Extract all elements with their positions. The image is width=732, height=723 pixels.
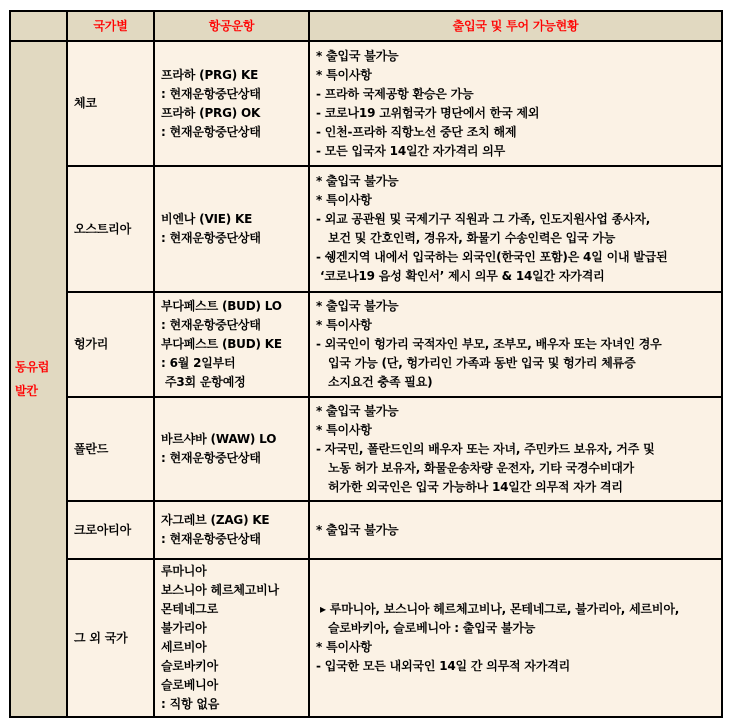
flight-line: 슬로바키아: [161, 659, 218, 673]
status-line: - 쉥겐지역 내에서 입국하는 외국인(한국인 포함)은 4일 이내 발급된: [316, 250, 668, 264]
status-line: * 출입국 불가능: [316, 522, 399, 537]
status-line: 노동 허가 보유자, 화물운송차량 운전자, 기타 국경수비대가: [328, 460, 634, 475]
country-cell: 크로아티아: [67, 501, 154, 559]
status-line: - 모든 입국자 14일간 자가격리 의무: [316, 143, 506, 158]
status-line: * 출입국 불가능: [316, 403, 399, 418]
flight-line: 루마니아: [161, 564, 207, 578]
region-cell: [10, 41, 67, 717]
flights-cell: [154, 559, 309, 717]
status-line: 슬로바키아, 슬로베니아 : 출입국 불가능: [328, 621, 536, 635]
flight-line: 보스니아 헤르체고비나: [161, 583, 279, 597]
status-line: * 특이사항: [316, 318, 372, 332]
flight-line: 비엔나 (VIE) KE: [161, 212, 253, 226]
status-line: * 특이사항: [316, 640, 372, 654]
country-cell: 그 외 국가: [67, 559, 154, 717]
status-line: * 출입국 불가능: [316, 174, 399, 188]
flights-cell: [154, 166, 309, 292]
flight-line: 몬테네그로: [161, 602, 218, 616]
flight-line: : 현재운항중단상태: [161, 86, 261, 101]
flight-line: 불가리아: [161, 621, 207, 635]
status-line: - 외교 공관원 및 국제기구 직원과 그 가족, 인도지원사업 종사자,: [316, 212, 651, 226]
status-line: * 특이사항: [316, 67, 372, 82]
flight-line: : 현재운항중단상태: [161, 451, 261, 465]
status-cell: [309, 397, 722, 501]
status-cell: [309, 166, 722, 292]
flight-line: 세르비아: [161, 640, 207, 654]
country-cell: 헝가리: [67, 292, 154, 397]
header-row: [10, 11, 722, 41]
flight-line: 프라하 (PRG) KE: [161, 67, 259, 82]
country-cell: 폴란드: [67, 397, 154, 501]
flight-line: 프라하 (PRG) OK: [161, 105, 261, 120]
status-cell: [309, 41, 722, 166]
table-row: [10, 559, 722, 717]
flight-line: : 6월 2일부터: [161, 356, 236, 370]
status-line: ▸ 루마니아, 보스니아 헤르체고비나, 몬테네그로, 불가리아, 세르비아,: [320, 602, 680, 616]
flight-line: : 직항 없음: [161, 697, 220, 711]
status-line: - 자국민, 폴란드인의 배우자 또는 자녀, 주민카드 보유자, 거주 및: [316, 441, 655, 456]
status-line: * 특이사항: [316, 193, 372, 207]
country-cell: 오스트리아: [67, 166, 154, 292]
flights-cell: [154, 292, 309, 397]
table-row: [10, 292, 722, 397]
table-row: [10, 41, 722, 166]
flight-line: : 현재운항중단상태: [161, 124, 261, 139]
region-line-2: 발칸: [15, 384, 38, 398]
header-flights: 항공운항: [154, 11, 309, 41]
flights-cell: [154, 41, 309, 166]
flight-line: 주3회 운항예정: [165, 375, 246, 389]
country-cell: 체코: [67, 41, 154, 166]
status-line: - 입국한 모든 내외국인 14일 간 의무적 자가격리: [316, 659, 570, 673]
entry-status-table: [9, 10, 723, 718]
status-line: - 프라하 국제공항 환승은 가능: [316, 86, 474, 101]
status-line: * 출입국 불가능: [316, 48, 399, 63]
status-line: 소지요건 충족 필요): [328, 375, 433, 389]
status-line: * 출입국 불가능: [316, 299, 399, 313]
status-cell: [309, 559, 722, 717]
header-status: 출입국 및 투어 가능현황: [309, 11, 722, 41]
table-row: [10, 501, 722, 559]
flight-line: 슬로베니아: [161, 678, 218, 692]
region-line-1: 동유럽: [15, 360, 50, 374]
flights-cell: [154, 501, 309, 559]
status-line: * 특이사항: [316, 422, 372, 437]
status-cell: [309, 292, 722, 397]
flight-line: 바르샤바 (WAW) LO: [161, 432, 277, 446]
status-line: - 외국인이 헝가리 국적자인 부모, 조부모, 배우자 또는 자녀인 경우: [316, 337, 662, 351]
flight-line: 자그레브 (ZAG) KE: [161, 513, 270, 527]
flight-line: 부다페스트 (BUD) LO: [161, 299, 282, 313]
status-line: 허가한 외국인은 입국 가능하나 14일간 의무적 자가 격리: [328, 479, 623, 494]
status-cell: [309, 501, 722, 559]
table-row: [10, 166, 722, 292]
flight-line: 부다페스트 (BUD) KE: [161, 337, 282, 351]
status-line: 보건 및 간호인력, 경유자, 화물기 수송인력은 입국 가능: [328, 231, 616, 245]
status-line: ‘코로나19 음성 확인서’ 제시 의무 & 14일간 자가격리: [320, 269, 605, 283]
flight-line: : 현재운항중단상태: [161, 231, 261, 245]
status-line: - 인천-프라하 직항노선 중단 조치 해제: [316, 124, 517, 139]
flight-line: : 현재운항중단상태: [161, 532, 261, 546]
table-row: [10, 397, 722, 501]
status-line: 입국 가능 (단, 헝가리인 가족과 동반 입국 및 헝가리 체류증: [328, 356, 636, 370]
header-region: [10, 11, 67, 41]
flights-cell: [154, 397, 309, 501]
status-line: - 코로나19 고위험국가 명단에서 한국 제외: [316, 105, 540, 120]
flight-line: : 현재운항중단상태: [161, 318, 261, 332]
header-country: 국가별: [67, 11, 154, 41]
